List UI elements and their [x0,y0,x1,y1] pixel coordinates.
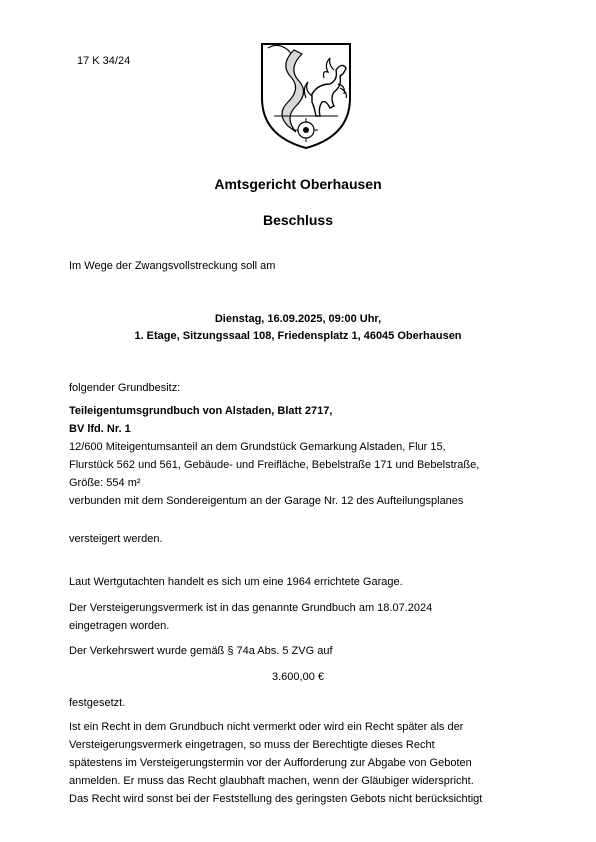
property-register: Teileigentumsgrundbuch von Alstaden, Blatt 2717, [69,405,333,417]
property-description: 12/600 Miteigentumsanteil an dem Grundstück Gemarkung Alstaden, Flur 15, [69,441,446,453]
rights-text: Das Recht wird sonst bei der Feststellung des geringsten Gebots nicht berücksichtigt [69,793,483,805]
property-bv-number: BV lfd. Nr. 1 [69,423,131,435]
auction-text: versteigert werden. [69,533,163,545]
valuation-text: Der Versteigerungsvermerk ist in das genannte Grundbuch am 18.07.2024 [69,602,433,614]
valuation-text: Laut Wertgutachten handelt es sich um eine 1964 errichtete Garage. [69,576,403,588]
court-name: Amtsgericht Oberhausen [214,176,382,192]
valuation-text: eingetragen worden. [69,620,170,632]
property-description: Größe: 554 m² [69,477,141,489]
property-description: Flurstück 562 und 561, Gebäude- und Freifläche, Bebelstraße 171 und Bebelstraße, [69,459,480,471]
valuation-text: festgesetzt. [69,697,126,709]
intro-text: Im Wege der Zwangsvollstreckung soll am [69,260,276,272]
nrw-coat-of-arms-icon [258,40,354,152]
appointment-place: 1. Etage, Sitzungssaal 108, Friedensplatz 1, 46045 Oberhausen [134,330,462,342]
valuation-text: Der Verkehrswert wurde gemäß § 74a Abs. 5 ZVG auf [69,645,333,657]
document-title: Beschluss [262,212,334,228]
market-value-amount: 3.600,00 € [272,671,324,683]
rights-text: Versteigerungsvermerk eingetragen, so muss der Berechtigte dieses Recht [69,739,435,751]
appointment-date: Dienstag, 16.09.2025, 09:00 Uhr, [214,313,382,325]
property-description: verbunden mit dem Sondereigentum an der Garage Nr. 12 des Aufteilungsplanes [69,495,464,507]
rights-text: anmelden. Er muss das Recht glaubhaft machen, wenn der Gläubiger widerspricht. [69,775,474,787]
property-lead: folgender Grundbesitz: [69,382,181,394]
file-reference: 17 K 34/24 [77,55,131,67]
rights-text: spätestens im Versteigerungstermin vor der Aufforderung zur Abgabe von Geboten [69,757,472,769]
rights-text: Ist ein Recht in dem Grundbuch nicht vermerkt oder wird ein Recht später als der [69,721,464,733]
